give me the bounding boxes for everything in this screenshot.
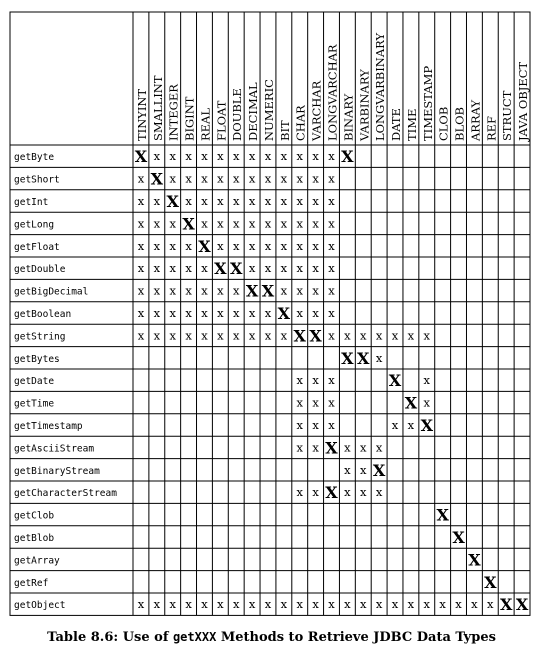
row-method-getInt: getInt [14, 197, 49, 208]
allowed-mark: x [248, 238, 256, 253]
recommended-mark: X [499, 595, 513, 615]
allowed-mark: x [217, 216, 224, 231]
allowed-mark: x [201, 306, 208, 320]
column-header-struct: STRUCT [500, 90, 515, 141]
row-method-getAsciiStream: getAsciiStream [14, 443, 95, 455]
row-method-getTimestamp: getTimestamp [14, 421, 83, 432]
allowed-mark: x [153, 261, 161, 276]
allowed-mark: x [153, 328, 161, 343]
recommended-mark: X [341, 348, 354, 368]
recommended-mark: X [134, 147, 148, 167]
recommended-mark: X [309, 326, 322, 346]
allowed-mark: x [232, 216, 240, 231]
allowed-mark: x [248, 171, 256, 186]
allowed-mark: x [360, 328, 367, 343]
allowed-mark: x [407, 328, 415, 343]
allowed-mark: x [169, 216, 176, 231]
recommended-mark: X [357, 348, 370, 368]
allowed-mark: x [264, 149, 272, 164]
allowed-mark: x [217, 328, 224, 343]
allowed-mark: x [232, 597, 240, 612]
recommended-mark: X [166, 192, 179, 211]
row-method-getArray: getArray [14, 555, 60, 567]
allowed-mark: x [296, 395, 303, 410]
allowed-mark: x [328, 418, 335, 432]
allowed-mark: x [360, 485, 367, 500]
allowed-mark: x [201, 171, 208, 186]
recommended-mark: X [293, 326, 306, 346]
column-header-longvarchar: LONGVARCHAR [325, 44, 340, 141]
allowed-mark: x [344, 328, 351, 343]
allowed-mark: x [185, 238, 192, 253]
allowed-mark: x [375, 350, 383, 365]
row-method-getClob: getClob [14, 510, 55, 522]
allowed-mark: x [423, 373, 431, 388]
row-method-getLong: getLong [14, 219, 55, 231]
caption-suffix: Methods to Retrieve JDBC Data Types [216, 630, 496, 645]
recommended-mark: X [277, 304, 291, 323]
allowed-mark: x [137, 328, 145, 343]
column-header-integer: INTEGER [166, 84, 181, 141]
allowed-mark: x [201, 283, 208, 298]
allowed-mark: x [217, 171, 224, 186]
allowed-mark: x [375, 440, 383, 455]
recommended-mark: X [214, 259, 227, 279]
allowed-mark: x [217, 149, 224, 164]
allowed-mark: x [217, 306, 224, 320]
allowed-mark: x [280, 194, 288, 208]
allowed-mark: x [137, 238, 145, 253]
recommended-mark: X [452, 528, 465, 547]
allowed-mark: x [169, 283, 176, 298]
column-header-varbinary: VARBINARY [357, 69, 372, 141]
allowed-mark: x [312, 238, 319, 253]
column-header-java-object: JAVA OBJECT [516, 61, 531, 141]
allowed-mark: x [312, 194, 319, 208]
column-header-longvarbinary: LONGVARBINARY [373, 32, 388, 141]
row-method-getBigDecimal: getBigDecimal [14, 286, 89, 298]
column-header-array: ARRAY [468, 99, 483, 141]
allowed-mark: x [217, 194, 224, 208]
row-method-getBytes: getBytes [14, 353, 60, 365]
allowed-mark: x [217, 238, 224, 253]
allowed-mark: x [391, 328, 399, 343]
allowed-mark: x [169, 597, 176, 612]
allowed-mark: x [153, 283, 161, 298]
recommended-mark: X [404, 393, 418, 413]
allowed-mark: x [201, 597, 208, 612]
allowed-mark: x [153, 238, 161, 253]
column-header-decimal: DECIMAL [246, 82, 261, 141]
allowed-mark: x [296, 373, 303, 388]
allowed-mark: x [328, 597, 335, 612]
allowed-mark: x [169, 149, 176, 164]
allowed-mark: x [137, 194, 145, 208]
allowed-mark: x [185, 194, 192, 208]
allowed-mark: x [248, 597, 256, 612]
allowed-mark: x [344, 485, 351, 500]
recommended-mark: X [182, 214, 195, 234]
allowed-mark: x [312, 597, 319, 612]
allowed-mark: x [439, 597, 446, 612]
recommended-mark: X [515, 595, 529, 615]
allowed-mark: x [280, 149, 288, 164]
allowed-mark: x [232, 171, 240, 186]
allowed-mark: x [312, 261, 319, 276]
recommended-mark: X [388, 371, 402, 391]
allowed-mark: x [169, 328, 176, 343]
column-header-ref: REF [484, 115, 499, 141]
allowed-mark: x [312, 395, 319, 410]
column-header-date: DATE [389, 108, 404, 141]
allowed-mark: x [264, 216, 272, 231]
allowed-mark: x [137, 306, 145, 320]
row-method-getRef: getRef [14, 577, 49, 589]
allowed-mark: x [217, 283, 224, 298]
allowed-mark: x [455, 597, 462, 612]
column-header-float: FLOAT [214, 100, 229, 141]
allowed-mark: x [328, 216, 335, 231]
allowed-mark: x [169, 261, 176, 276]
recommended-mark: X [484, 572, 497, 592]
recommended-mark: X [325, 483, 338, 503]
allowed-mark: x [169, 306, 176, 320]
allowed-mark: x [185, 283, 192, 298]
allowed-mark: x [296, 238, 303, 253]
allowed-mark: x [296, 440, 303, 455]
allowed-mark: x [185, 597, 192, 612]
allowed-mark: x [137, 216, 145, 231]
allowed-mark: x [423, 395, 431, 410]
allowed-mark: x [375, 485, 383, 500]
recommended-mark: X [230, 259, 243, 279]
allowed-mark: x [201, 261, 208, 276]
allowed-mark: x [328, 194, 335, 208]
allowed-mark: x [312, 485, 319, 500]
allowed-mark: x [344, 440, 351, 455]
row-method-getTime: getTime [14, 398, 55, 410]
column-header-timestamp: TIMESTAMP [420, 65, 435, 141]
row-method-getByte: getByte [14, 152, 55, 164]
allowed-mark: x [280, 216, 288, 231]
column-header-numeric: NUMERIC [261, 79, 276, 141]
allowed-mark: x [232, 283, 240, 298]
allowed-mark: x [264, 238, 272, 253]
recommended-mark: X [198, 236, 211, 256]
allowed-mark: x [280, 597, 288, 612]
table-caption [0, 630, 543, 645]
allowed-mark: x [280, 171, 288, 186]
recommended-mark: X [341, 147, 354, 167]
allowed-mark: x [296, 149, 303, 164]
recommended-mark: X [261, 281, 275, 301]
allowed-mark: x [169, 171, 176, 186]
allowed-mark: x [280, 261, 288, 276]
allowed-mark: x [312, 149, 319, 164]
row-method-getBoolean: getBoolean [14, 309, 72, 320]
recommended-mark: X [468, 550, 481, 570]
allowed-mark: x [232, 194, 240, 208]
allowed-mark: x [487, 597, 494, 612]
allowed-mark: x [296, 194, 303, 208]
allowed-mark: x [137, 283, 145, 298]
allowed-mark: x [328, 238, 335, 253]
allowed-mark: x [280, 238, 288, 253]
allowed-mark: x [153, 306, 161, 320]
column-header-double: DOUBLE [230, 88, 245, 141]
allowed-mark: x [375, 328, 383, 343]
allowed-mark: x [312, 418, 319, 432]
column-header-clob: CLOB [436, 106, 451, 141]
row-method-getDouble: getDouble [14, 264, 66, 276]
allowed-mark: x [471, 597, 478, 612]
allowed-mark: x [264, 328, 272, 343]
column-header-tinyint: TINYINT [134, 88, 149, 141]
column-header-blob: BLOB [452, 107, 467, 141]
row-method-getShort: getShort [14, 174, 60, 186]
allowed-mark: x [360, 440, 367, 455]
allowed-mark: x [201, 216, 208, 231]
allowed-mark: x [264, 261, 272, 276]
allowed-mark: x [264, 194, 272, 208]
allowed-mark: x [344, 597, 351, 612]
recommended-mark: X [372, 460, 386, 480]
caption-prefix: Table 8.6: Use of [47, 630, 173, 645]
allowed-mark: x [264, 597, 272, 612]
allowed-mark: x [296, 261, 303, 276]
column-header-time: TIME [404, 108, 419, 141]
allowed-mark: x [153, 194, 161, 208]
row-method-getFloat: getFloat [14, 241, 60, 253]
allowed-mark: x [201, 328, 208, 343]
allowed-mark: x [296, 283, 303, 298]
allowed-mark: x [312, 171, 319, 186]
column-header-binary: BINARY [341, 93, 356, 141]
allowed-mark: x [375, 597, 383, 612]
allowed-mark: x [137, 261, 145, 276]
allowed-mark: x [391, 418, 399, 432]
allowed-mark: x [312, 283, 319, 298]
allowed-mark: x [296, 485, 303, 500]
column-header-real: REAL [198, 108, 213, 141]
allowed-mark: x [232, 306, 240, 320]
allowed-mark: x [185, 171, 192, 186]
column-header-smallint: SMALLINT [150, 75, 165, 141]
allowed-mark: x [248, 194, 256, 208]
allowed-mark: x [185, 261, 192, 276]
row-method-getDate: getDate [14, 376, 55, 388]
allowed-mark: x [248, 216, 256, 231]
allowed-mark: x [328, 395, 335, 410]
allowed-mark: x [153, 216, 161, 231]
allowed-mark: x [201, 194, 208, 208]
recommended-mark: X [420, 416, 433, 435]
allowed-mark: x [232, 328, 240, 343]
allowed-mark: x [201, 149, 208, 164]
recommended-mark: X [245, 281, 259, 301]
allowed-mark: x [344, 462, 351, 477]
recommended-mark: X [150, 169, 164, 189]
allowed-mark: x [280, 328, 288, 343]
allowed-mark: x [185, 306, 192, 320]
column-header-varchar: VARCHAR [309, 80, 324, 141]
allowed-mark: x [248, 328, 256, 343]
allowed-mark: x [328, 283, 335, 298]
allowed-mark: x [232, 149, 240, 164]
recommended-mark: X [325, 438, 338, 458]
allowed-mark: x [312, 216, 319, 231]
allowed-mark: x [169, 238, 176, 253]
allowed-mark: x [248, 261, 256, 276]
column-header-bit: BIT [277, 120, 292, 141]
column-header-char: CHAR [293, 105, 308, 141]
recommended-mark: X [436, 505, 449, 525]
allowed-mark: x [360, 462, 367, 477]
allowed-mark: x [264, 306, 272, 320]
allowed-mark: x [312, 440, 319, 455]
column-header-bigint: BIGINT [182, 96, 197, 141]
allowed-mark: x [280, 283, 288, 298]
allowed-mark: x [328, 149, 335, 164]
allowed-mark: x [391, 597, 399, 612]
allowed-mark: x [296, 597, 303, 612]
allowed-mark: x [328, 328, 335, 343]
allowed-mark: x [185, 149, 192, 164]
allowed-mark: x [328, 261, 335, 276]
allowed-mark: x [423, 597, 431, 612]
row-method-getObject: getObject [14, 600, 66, 612]
allowed-mark: x [248, 149, 256, 164]
allowed-mark: x [328, 306, 335, 320]
allowed-mark: x [312, 306, 319, 320]
allowed-mark: x [296, 418, 303, 432]
allowed-mark: x [217, 597, 224, 612]
row-method-getString: getString [14, 331, 66, 343]
allowed-mark: x [248, 306, 256, 320]
allowed-mark: x [423, 328, 431, 343]
allowed-mark: x [153, 597, 161, 612]
allowed-mark: x [264, 171, 272, 186]
allowed-mark: x [232, 238, 240, 253]
allowed-mark: x [137, 171, 145, 186]
allowed-mark: x [407, 597, 415, 612]
allowed-mark: x [312, 373, 319, 388]
caption-code: getXXX [172, 630, 217, 644]
allowed-mark: x [328, 171, 335, 186]
allowed-mark: x [296, 216, 303, 231]
allowed-mark: x [360, 597, 367, 612]
allowed-mark: x [185, 328, 192, 343]
allowed-mark: x [137, 597, 145, 612]
allowed-mark: x [153, 149, 161, 164]
row-method-getCharacterStream: getCharacterStream [14, 488, 117, 500]
allowed-mark: x [296, 306, 303, 320]
row-method-getBlob: getBlob [14, 533, 55, 544]
row-method-getBinaryStream: getBinaryStream [14, 465, 100, 477]
allowed-mark: x [296, 171, 303, 186]
allowed-mark: x [407, 418, 415, 432]
allowed-mark: x [328, 373, 335, 388]
